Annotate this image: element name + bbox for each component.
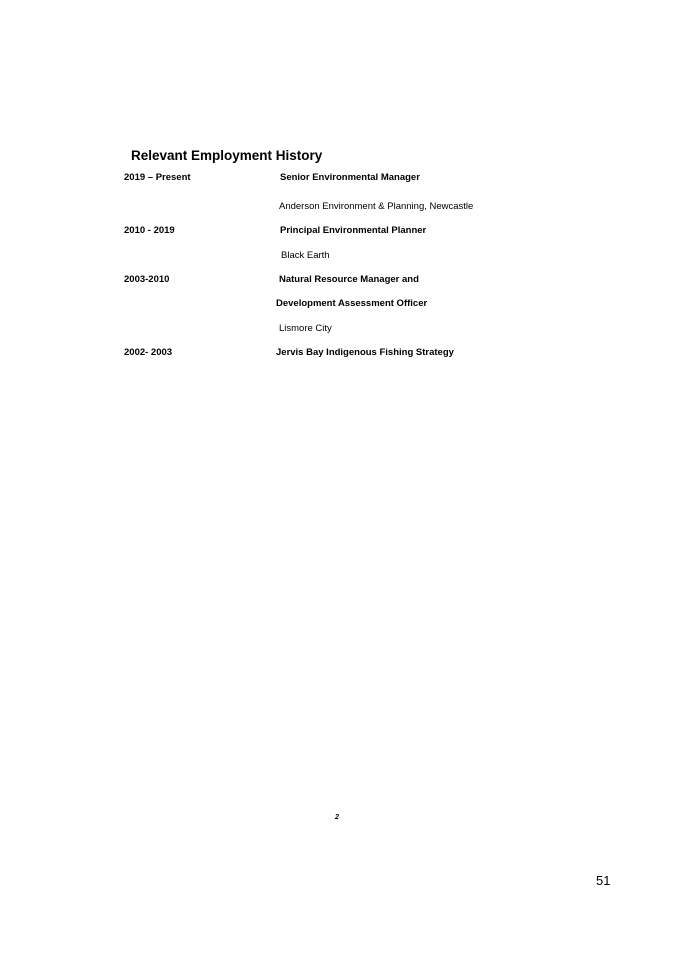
employment-organisation: Lismore City: [279, 323, 332, 334]
employment-role-line-2: Development Assessment Officer: [276, 298, 428, 309]
employment-period: 2010 - 2019: [124, 225, 175, 236]
employment-organisation: Anderson Environment & Planning, Newcastle: [279, 201, 474, 212]
employment-period: 2019 – Present: [124, 172, 191, 183]
employment-period: 2003-2010: [124, 274, 170, 285]
page-number: 51: [596, 873, 611, 888]
employment-period: 2002- 2003: [124, 347, 173, 358]
employment-role: Principal Environmental Planner: [280, 225, 427, 236]
section-heading: Relevant Employment History: [131, 148, 323, 163]
employment-organisation: Black Earth: [281, 250, 330, 261]
employment-role: Jervis Bay Indigenous Fishing Strategy: [276, 347, 454, 358]
footnote-number: 2: [335, 814, 339, 821]
employment-role: Senior Environmental Manager: [280, 172, 420, 183]
employment-role-line-1: Natural Resource Manager and: [279, 274, 419, 285]
